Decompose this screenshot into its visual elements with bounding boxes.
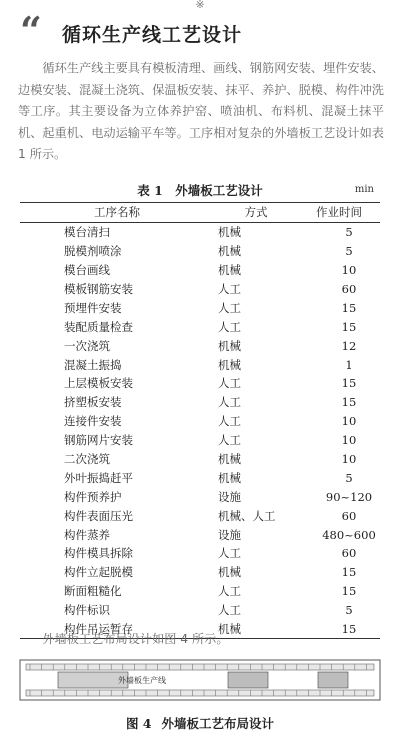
- table-row: [20, 582, 380, 601]
- time-cell: 5: [345, 603, 353, 618]
- method-cell: 机械: [218, 622, 241, 637]
- time-cell: 10: [341, 263, 357, 278]
- layout-figure: [18, 656, 382, 706]
- table-row: [20, 412, 380, 431]
- method-cell: 人工: [218, 603, 241, 618]
- figure-number: 图 4: [125, 716, 152, 731]
- method-cell: 机械: [218, 263, 241, 278]
- time-cell: 60: [341, 508, 357, 523]
- table-row: [20, 280, 380, 299]
- figure-caption: [0, 714, 400, 732]
- table-row: [20, 298, 380, 317]
- process-name-cell: 构件预养护: [64, 489, 122, 504]
- header-process-name: 工序名称: [94, 205, 140, 220]
- time-cell: 5: [345, 225, 353, 240]
- time-cell: 5: [345, 470, 353, 485]
- time-cell: 15: [341, 376, 357, 391]
- time-cell: 480~600: [322, 527, 376, 542]
- method-cell: 人工: [218, 433, 241, 448]
- line-label: 外墙板生产线: [118, 676, 166, 685]
- table-row: [20, 563, 380, 582]
- method-cell: 人工: [218, 584, 241, 599]
- method-cell: 人工: [218, 395, 241, 410]
- table-row: [20, 601, 380, 620]
- time-cell: 15: [341, 584, 357, 599]
- method-cell: 设施: [218, 527, 241, 542]
- figure-reference: 外墙板工艺布局设计如图 4 所示。: [42, 632, 229, 646]
- section-ornament: ※: [195, 0, 205, 11]
- time-cell: 90~120: [325, 489, 373, 504]
- equipment-block: [228, 672, 268, 688]
- method-cell: 人工: [218, 319, 241, 334]
- table-title: 表 1 外墙板工艺设计: [137, 183, 263, 198]
- table-header-row: [20, 203, 380, 223]
- method-cell: 机械: [218, 565, 241, 580]
- process-name-cell: 二次浇筑: [64, 452, 110, 467]
- time-cell: 15: [341, 395, 357, 410]
- method-cell: 设施: [218, 489, 241, 504]
- method-cell: 机械: [218, 357, 241, 372]
- equipment-block: [318, 672, 348, 688]
- header-time: 作业时间: [316, 205, 362, 220]
- method-cell: 人工: [218, 414, 241, 429]
- process-name-cell: 构件吊运暂存: [64, 622, 133, 637]
- body-paragraph: 循环生产线主要具有模板清理、画线、钢筋网安装、埋件安装、边模安装、混凝土浇筑、保温板安装、抹平、养护、脱模、构件冲洗等工序。其主要设备为立体养护窑、喷油机、布料机、混凝土抹平机、起重机、电动运输平车等。工序相对复杂的外墙板工艺设计如表 1 所示。: [18, 61, 384, 161]
- method-cell: 人工: [218, 376, 241, 391]
- time-cell: 15: [341, 565, 357, 580]
- table-caption: [18, 181, 382, 199]
- process-name-cell: 连接件安装: [64, 414, 122, 429]
- time-cell: 5: [345, 244, 353, 259]
- time-cell: 10: [341, 452, 357, 467]
- section-title: 循环生产线工艺设计: [62, 24, 243, 46]
- table-row: [20, 506, 380, 525]
- method-cell: 人工: [218, 300, 241, 315]
- layout-diagram: [18, 656, 382, 706]
- table-row: [20, 317, 380, 336]
- section-header: [20, 8, 390, 53]
- process-table: [20, 202, 380, 639]
- table-row: [20, 242, 380, 261]
- time-cell: 15: [341, 300, 357, 315]
- time-cell: 10: [341, 414, 357, 429]
- time-cell: 60: [341, 546, 357, 561]
- process-name-cell: 构件标识: [64, 603, 110, 618]
- time-cell: 12: [341, 338, 357, 353]
- time-cell: 60: [341, 282, 357, 296]
- table-row: [20, 374, 380, 393]
- header-method: 方式: [244, 205, 268, 220]
- time-cell: 15: [341, 622, 357, 637]
- process-name-cell: 构件立起脱模: [64, 565, 133, 580]
- lower-track: [26, 690, 374, 696]
- method-cell: 机械: [218, 225, 241, 240]
- process-name-cell: 上层模板安装: [64, 376, 133, 391]
- method-cell: 机械: [218, 470, 241, 485]
- process-name-cell: 模板钢筋安装: [64, 282, 133, 296]
- method-cell: 机械: [218, 244, 241, 259]
- table-row: [20, 487, 380, 506]
- table-body: [20, 222, 380, 639]
- process-name-cell: 挤塑板安装: [64, 395, 122, 410]
- table-row: [20, 450, 380, 469]
- process-name-cell: 混凝土振捣: [64, 357, 122, 372]
- process-name-cell: 模台清扫: [64, 225, 110, 240]
- method-cell: 人工: [218, 546, 241, 561]
- time-cell: 1: [345, 357, 353, 372]
- table-row: [20, 355, 380, 374]
- table-unit: min: [354, 184, 374, 195]
- table-row: [20, 222, 380, 241]
- process-name-cell: 构件表面压光: [64, 508, 133, 523]
- time-cell: 15: [341, 319, 357, 334]
- figure-title: 外墙板工艺布局设计: [161, 716, 275, 731]
- process-name-cell: 一次浇筑: [64, 338, 110, 353]
- table-row: [20, 261, 380, 280]
- table-row: [20, 544, 380, 563]
- table-row: [20, 431, 380, 450]
- method-cell: 机械、人工: [218, 508, 276, 523]
- process-name-cell: 装配质量检查: [64, 319, 133, 334]
- table-row: [20, 525, 380, 544]
- method-cell: 机械: [218, 338, 241, 353]
- process-name-cell: 断面粗糙化: [64, 584, 122, 599]
- time-cell: 10: [341, 433, 357, 448]
- upper-track: [26, 664, 374, 670]
- process-name-cell: 预埋件安装: [64, 300, 122, 315]
- process-name-cell: 钢筋网片安装: [64, 433, 133, 448]
- method-cell: 人工: [218, 282, 241, 296]
- quote-icon: “: [20, 8, 42, 53]
- process-name-cell: 模台画线: [64, 263, 110, 278]
- table-row: [20, 468, 380, 487]
- method-cell: 机械: [218, 452, 241, 467]
- process-name-cell: 脱模剂喷涂: [64, 244, 122, 259]
- process-name-cell: 构件蒸养: [64, 527, 110, 542]
- table-row: [20, 336, 380, 355]
- process-name-cell: 构件模具拆除: [64, 546, 133, 561]
- process-name-cell: 外叶振捣赶平: [64, 470, 133, 485]
- table-row: [20, 393, 380, 412]
